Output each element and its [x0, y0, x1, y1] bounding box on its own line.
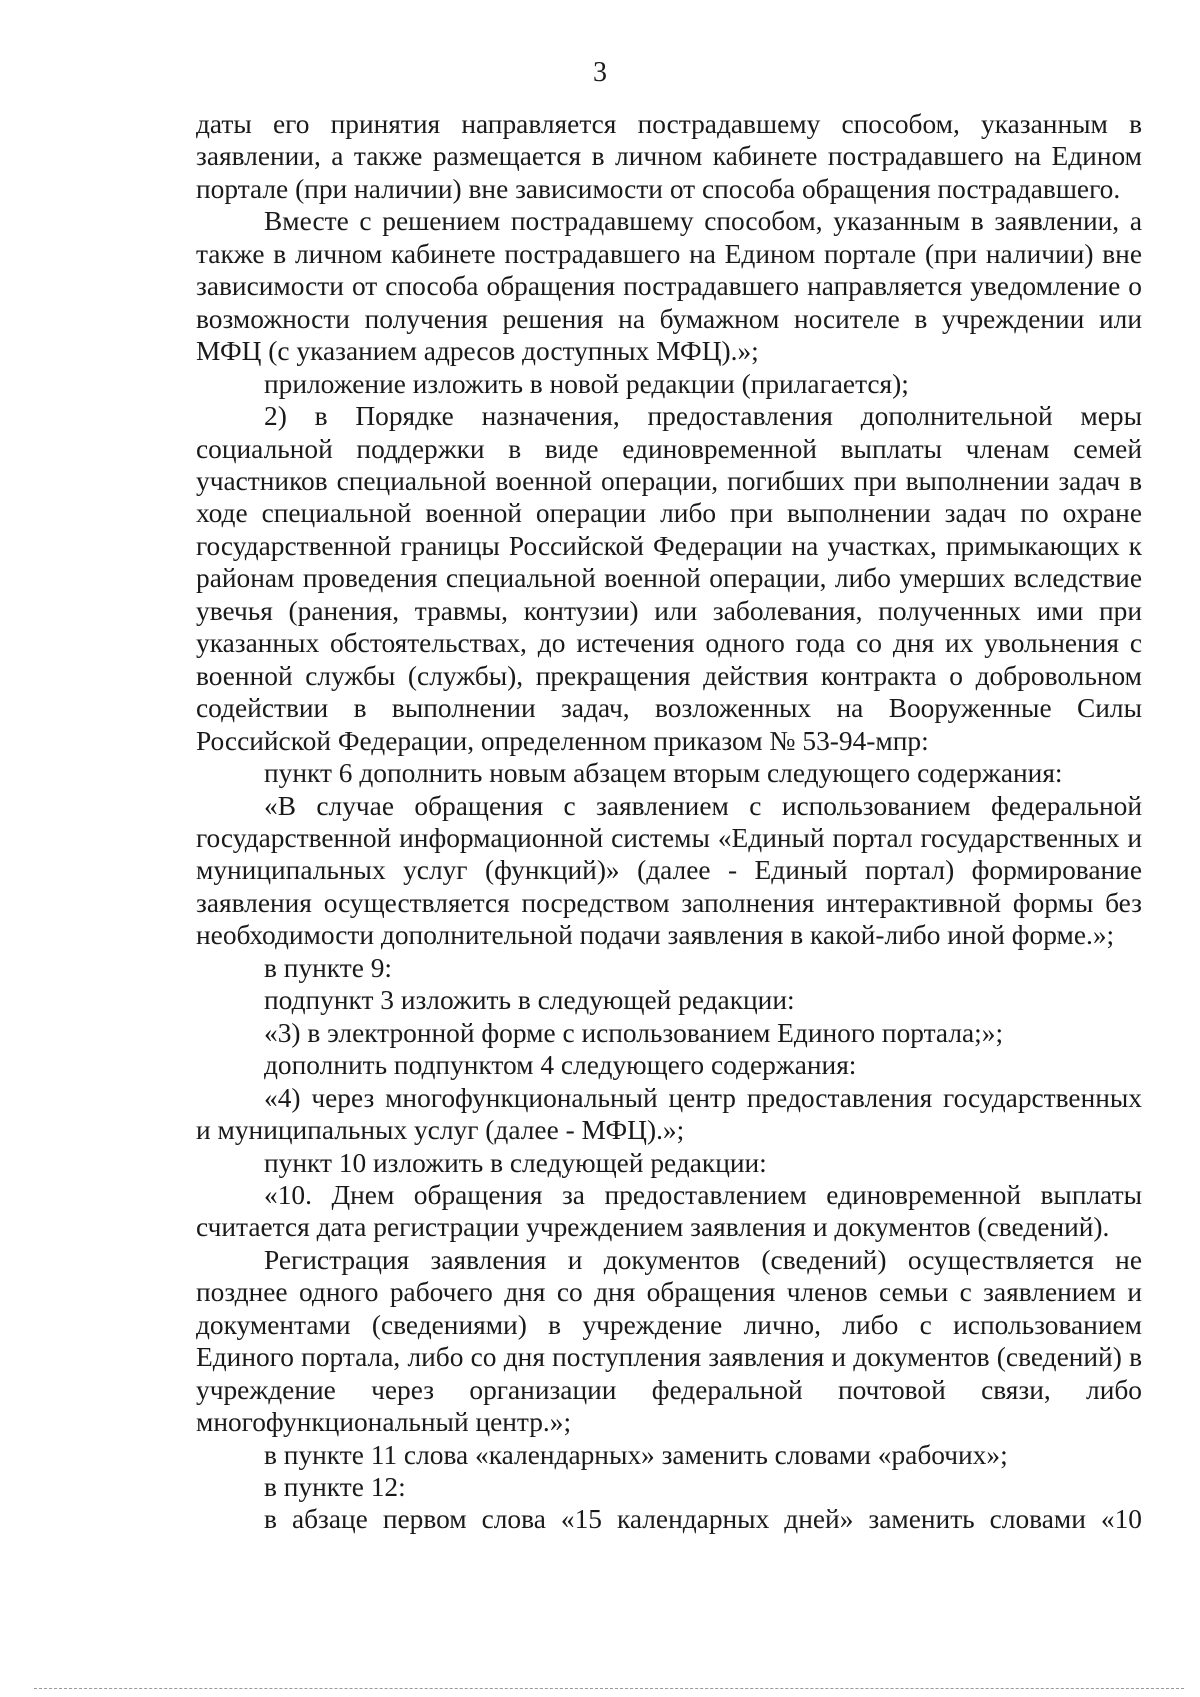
paragraph: пункт 6 дополнить новым абзацем вторым следующего содержания:: [264, 758, 1063, 789]
paragraph: 2) в Порядке назначения, предоставления дополнительной меры социальной поддержки в виде единовременной выплаты членам семей участников специальной военной операции, погибших при выполнении задач в ходе специальной военной операции либо при выполнении задач по охране государственной границы Российской Федерации на участках, примыкающих к районам проведения специальной военной операции, либо умерших вследствие увечья (ранения, травмы, контузии) или заболевания, полученных ими при указанных обстоятельствах, до истечения одного года со дня их увольнения с военной службы (службы), прекращения действия контракта о добровольном содействии в выполнении задач, возложенных на Вооруженные Силы Российской Федерации, определенном приказом № 53-94-мпр:: [196, 401, 1142, 756]
paragraph: приложение изложить в новой редакции (прилагается);: [264, 368, 909, 399]
page-number: 3: [593, 57, 607, 88]
paragraph: в абзаце первом слова «15 календарных дней» заменить словами «10: [264, 1504, 1142, 1535]
paragraph: «3) в электронной форме с использованием Единого портала;»;: [264, 1017, 1004, 1048]
document-body: [196, 108, 1142, 1536]
paragraph: в пункте 9:: [264, 952, 393, 983]
paragraph: «10. Днем обращения за предоставлением единовременной выплаты считается дата регистрации учреждением заявления и документов (сведений).: [196, 1179, 1142, 1243]
paragraph: пункт 10 изложить в следующей редакции:: [264, 1147, 767, 1178]
paragraph: даты его принятия направляется пострадавшему способом, указанным в заявлении, а также размещается в личном кабинете пострадавшего на Едином портале (при наличии) вне зависимости от способа обращения пострадавшего.: [196, 109, 1142, 204]
paragraph: «В случае обращения с заявлением с использованием федеральной государственной информационной системы «Единый портал государственных и муниципальных услуг (функций)» (далее - Единый портал) формирование заявления осуществляется посредством заполнения интерактивной формы без необходимости дополнительной подачи заявления в какой-либо иной форме.»;: [196, 790, 1142, 951]
paragraph: «4) через многофункциональный центр предоставления государственных и муниципальных услуг (далее - МФЦ).»;: [196, 1082, 1142, 1146]
paragraph: в пункте 11 слова «календарных» заменить словами «рабочих»;: [264, 1439, 1008, 1470]
paragraph: подпункт 3 изложить в следующей редакции:: [264, 985, 795, 1016]
scan-edge-rule: [34, 1688, 1184, 1689]
paragraph: дополнить подпунктом 4 следующего содержания:: [264, 1050, 857, 1081]
paragraph: Регистрация заявления и документов (сведений) осуществляется не позднее одного рабочего дня со дня обращения членов семьи с заявлением и документами (сведениями) в учреждение лично, либо с использованием Единого портала, либо со дня поступления заявления и документов (сведений) в учреждение через организации федеральной почтовой связи, либо многофункциональный центр.»;: [196, 1244, 1142, 1438]
paragraph: Вместе с решением пострадавшему способом, указанным в заявлении, а также в личном кабинете пострадавшего на Едином портале (при наличии) вне зависимости от способа обращения пострадавшего направляется уведомление о возможности получения решения на бумажном носителе в учреждении или МФЦ (с указанием адресов доступных МФЦ).»;: [196, 206, 1142, 367]
paragraph: в пункте 12:: [264, 1472, 406, 1503]
